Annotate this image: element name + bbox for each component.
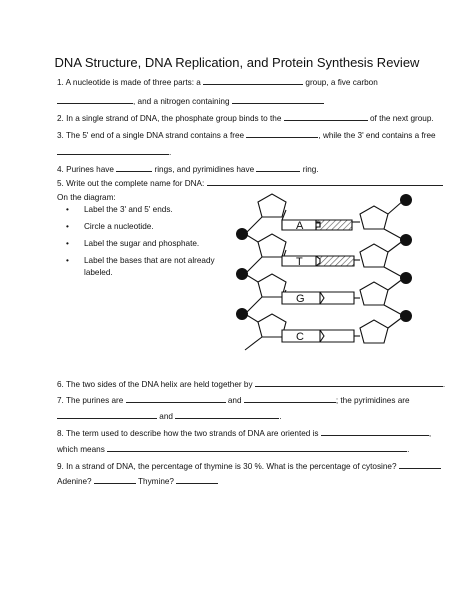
- phosphate-circle: [236, 228, 248, 240]
- question-3-line-1: [57, 129, 436, 141]
- phosphate-circle: [400, 234, 412, 246]
- base-pair-g: [282, 292, 354, 304]
- answer-blank[interactable]: [399, 460, 441, 469]
- base-label-g: G: [296, 293, 305, 305]
- answer-blank[interactable]: [57, 146, 172, 157]
- question-6-text: 6. The two sides of the DNA helix are held together by: [57, 380, 253, 389]
- instruction-text: labeled.: [84, 268, 113, 277]
- question-3-line-2: [57, 146, 171, 158]
- answer-blank[interactable]: [57, 95, 133, 104]
- backbone-bond: [245, 217, 262, 234]
- base-label-c: C: [296, 331, 304, 343]
- answer-blank[interactable]: [207, 177, 443, 186]
- instruction-text: Label the sugar and phosphate.: [84, 239, 200, 248]
- answer-blank[interactable]: [176, 475, 218, 484]
- question-2: [57, 112, 434, 124]
- question-4: [57, 163, 319, 175]
- backbone-bond: [245, 337, 262, 350]
- question-7-text-3: ; the pyrimidines are: [335, 396, 410, 405]
- instruction-item: [62, 222, 215, 239]
- base-pair-t: [282, 256, 354, 266]
- question-8-text: 8. The term used to describe how the two strands of DNA are oriented is: [57, 429, 319, 438]
- question-3-text: 3. The 5' end of a single DNA strand contains a free: [57, 131, 245, 140]
- question-4-text-3: ring.: [302, 165, 319, 174]
- base-label-t: T: [296, 256, 303, 268]
- phosphate-circle: [400, 310, 412, 322]
- instruction-item: [62, 205, 215, 222]
- diagram-instructions: [62, 205, 215, 285]
- instruction-text: Label the 3' and 5' ends.: [84, 205, 173, 214]
- instruction-item: [62, 239, 215, 256]
- answer-blank[interactable]: [321, 427, 429, 436]
- question-9-text-2: Adenine?: [57, 477, 92, 486]
- question-1-line-1: [57, 76, 378, 88]
- answer-blank[interactable]: [284, 112, 368, 121]
- sugar-pentagon: [360, 206, 388, 229]
- sugar-pentagon: [258, 194, 286, 217]
- answer-blank[interactable]: [256, 163, 300, 172]
- phosphate-circle: [236, 268, 248, 280]
- answer-blank[interactable]: [175, 410, 279, 419]
- answer-blank[interactable]: [203, 76, 303, 85]
- bullet-icon: •: [66, 256, 69, 265]
- question-4-text-2: rings, and pyrimidines have: [154, 165, 255, 174]
- question-8-line-2: which means .: [57, 445, 410, 454]
- question-2-text-2: of the next group.: [369, 114, 434, 123]
- instruction-text: Circle a nucleotide.: [84, 222, 154, 231]
- question-1-line-2: [57, 95, 324, 107]
- question-4-text: 4. Purines have: [57, 165, 114, 174]
- instruction-item-continued: [62, 268, 215, 285]
- question-5-text: 5. Write out the complete name for DNA:: [57, 179, 205, 188]
- answer-blank[interactable]: [244, 394, 336, 403]
- question-1-text-3: , and a nitrogen containing: [133, 97, 230, 106]
- answer-blank[interactable]: [232, 95, 324, 104]
- question-6: 6. The two sides of the DNA helix are held together by .: [57, 380, 446, 389]
- question-9-text: 9. In a strand of DNA, the percentage of thymine is 30 %. What is the percentage of cytosine?: [57, 462, 397, 471]
- phosphate-circle: [400, 272, 412, 284]
- phosphate-circle: [400, 194, 412, 206]
- question-7-text: 7. The purines are: [57, 396, 124, 405]
- dna-diagram: [228, 186, 428, 366]
- answer-blank[interactable]: [94, 475, 136, 484]
- page-title: DNA Structure, DNA Replication, and Protein Synthesis Review: [54, 55, 420, 70]
- bullet-icon: •: [66, 205, 69, 214]
- question-2-text: 2. In a single strand of DNA, the phosphate group binds to the: [57, 114, 282, 123]
- question-7-line-1: [57, 394, 410, 406]
- phosphate-circle: [236, 308, 248, 320]
- diagram-intro: On the diagram:: [57, 193, 116, 202]
- answer-blank[interactable]: [57, 410, 157, 419]
- question-1-text: 1. A nucleotide is made of three parts: a: [57, 78, 201, 87]
- answer-blank[interactable]: [255, 378, 443, 387]
- answer-blank[interactable]: [107, 443, 407, 452]
- backbone-bond: [245, 297, 262, 314]
- sugar-pentagon: [360, 244, 388, 267]
- base-pair-a: [282, 220, 352, 230]
- question-9-text-3: Thymine?: [138, 477, 174, 486]
- answer-blank[interactable]: [116, 163, 152, 172]
- instruction-item: [62, 256, 215, 268]
- instruction-text: Label the bases that are not already: [84, 256, 215, 265]
- sugar-pentagon: [360, 282, 388, 305]
- base-label-a: A: [296, 220, 304, 232]
- backbone-bond: [245, 257, 262, 274]
- question-3-text-2: , while the 3' end contains a free: [318, 131, 436, 140]
- answer-blank[interactable]: [126, 394, 226, 403]
- question-7-line-2: and .: [57, 410, 282, 422]
- base-pair-c: [282, 330, 354, 342]
- sugar-pentagon: [258, 234, 286, 257]
- question-8-line-1: 8. The term used to describe how the two strands of DNA are oriented is ,: [57, 429, 432, 438]
- bullet-icon: •: [66, 239, 69, 248]
- question-7-text-2: and: [227, 396, 242, 405]
- answer-blank[interactable]: [246, 129, 318, 138]
- question-9-line-1: [57, 460, 441, 472]
- question-3-text-3: .: [169, 148, 172, 157]
- question-9-line-2: [57, 475, 218, 487]
- question-1-text-2: group, a five carbon: [305, 78, 378, 87]
- sugar-pentagon: [360, 320, 388, 343]
- bullet-icon: •: [66, 222, 69, 231]
- question-7-text-4: and: [159, 412, 173, 421]
- question-8-text-2: which means: [57, 445, 105, 454]
